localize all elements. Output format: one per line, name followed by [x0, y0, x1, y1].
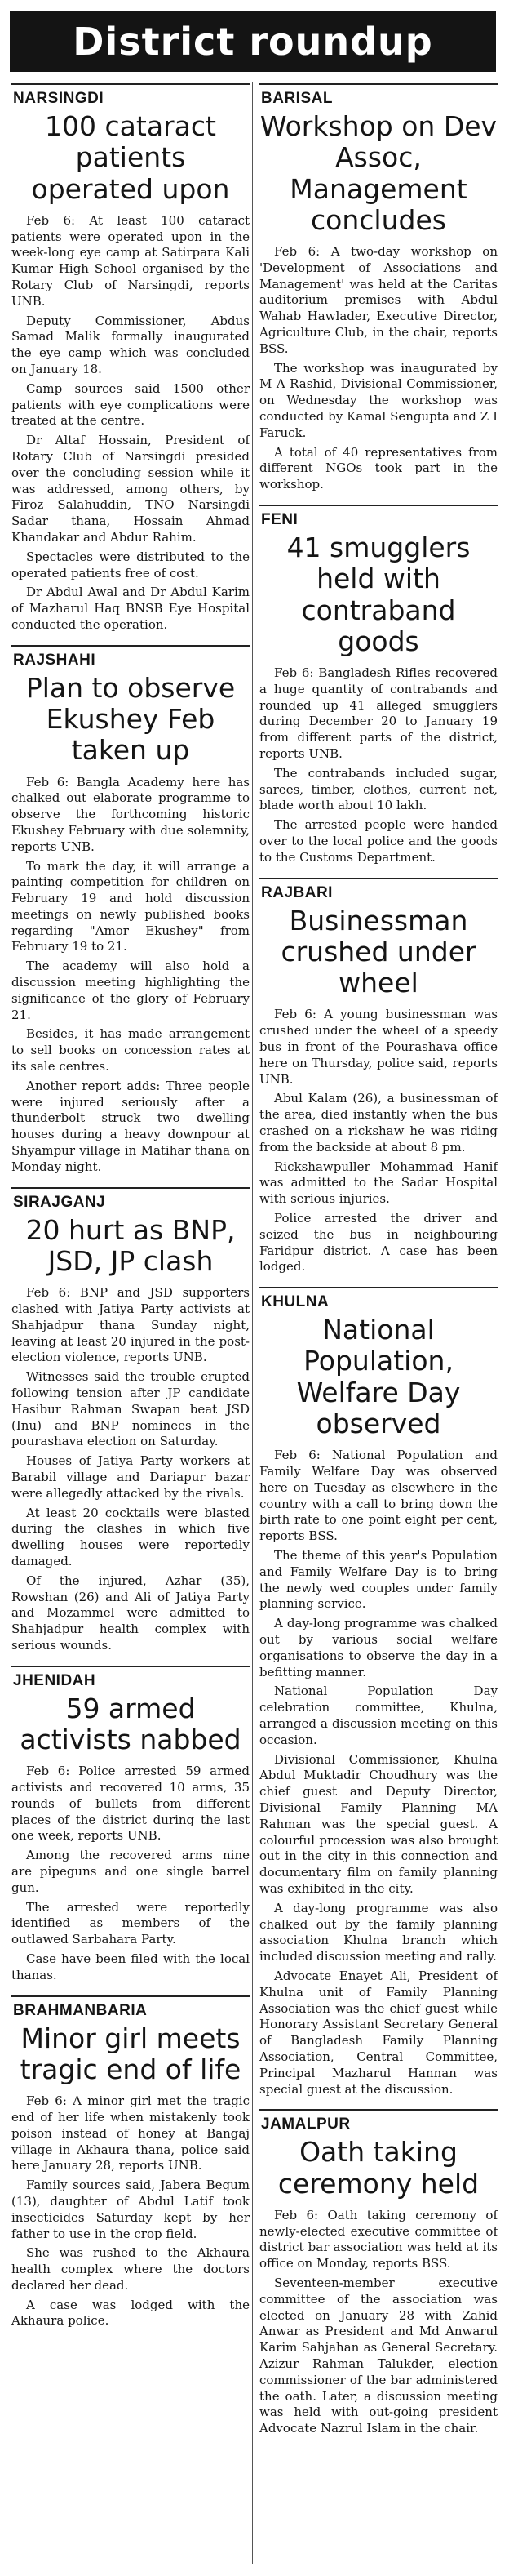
story-headline: Businessman crushed under wheel: [281, 904, 476, 999]
story-paragraph: Rickshawpuller Mohammad Hanif was admitted to the Sadar Hospital with serious injuries.: [259, 1159, 498, 1207]
story-headline: 20 hurt as BNP, JSD, JP clash: [25, 1213, 236, 1277]
story-paragraph: Feb 6: Police arrested 59 armed activists and recovered 10 arms, 35 rounds of bullets from different places of the district during the last one week, reports UNB.: [11, 1764, 250, 1844]
story-paragraph: The contrabands included sugar, sarees, timber, clothes, current net, blade worth about 10 lakh.: [259, 765, 498, 813]
story-headline: 59 armed activists nabbed: [20, 1692, 241, 1755]
story-dateline: FENI: [261, 511, 299, 529]
masthead-title: District roundup: [10, 11, 496, 72]
story-paragraph: A case was lodged with the Akhaura police.: [11, 2297, 250, 2329]
story-paragraph: Dr Abdul Awal and Dr Abdul Karim of Mazharul Haq BNSB Eye Hospital conducted the operation.: [11, 585, 250, 632]
story-paragraph: Feb 6: A young businessman was crushed under the wheel of a speedy bus in front of the Pourashava office here on Thursday, police said, reports UNB.: [259, 1007, 498, 1087]
story-paragraph: Divisional Commissioner, Khulna Abdul Muktadir Choudhury was the chief guest and Deputy Director, Divisional Family Planning MA Rahman was the special guest. A colourful procession was also brought out in the city in this connection and documentary film on family planning was exhibited in the city.: [259, 1751, 498, 1896]
news-story: [11, 1666, 250, 1984]
column-divider: [252, 82, 253, 2564]
story-paragraph: At least 20 cocktails were blasted during the clashes in which five dwelling houses were reportedly damaged.: [11, 1505, 250, 1568]
story-dateline: KHULNA: [261, 1293, 330, 1311]
right-column: [259, 83, 498, 2449]
story-paragraph: Seventeen-member executive committee of the association was elected on January 28 with Zahid Anwar as President and Md Anwarul Karim Sahjahan as General Secretary. Azizur Rahman Talukder, election commissioner of the bar administered the oath. Later, a discussion meeting was held with out-going president Advocate Nazrul Islam in the chair.: [259, 2276, 498, 2436]
news-story: [11, 1187, 250, 1654]
story-paragraph: Family sources said, Jabera Begum (13), daughter of Abdul Latif took insecticides Saturday kept by her father to use in the crop field.: [11, 2178, 250, 2241]
story-dateline: RAJSHAHI: [13, 651, 96, 669]
story-paragraph: Feb 6: National Population and Family Welfare Day was observed here on Tuesday as elsewhere in the country with a call to bring down the birth rate to one point eight per cent, reports BSS.: [259, 1448, 498, 1544]
news-story: [259, 1287, 498, 2098]
story-paragraph: Spectacles were distributed to the operated patients free of cost.: [11, 549, 250, 581]
story-paragraph: Case have been filed with the local thanas.: [11, 1951, 250, 1982]
story-dateline: BARISAL: [261, 90, 333, 107]
news-story: [259, 83, 498, 493]
story-paragraph: Among the recovered arms nine are pipeguns and one single barrel gun.: [11, 1848, 250, 1895]
story-dateline: SIRAJGANJ: [13, 1193, 106, 1211]
story-paragraph: Feb 6: Bangladesh Rifles recovered a huge quantity of contrabands and rounded up 41 alleged smugglers during December 20 to January 19 from different parts of the district, reports UNB.: [259, 665, 498, 762]
story-headline: Oath taking ceremony held: [277, 2136, 480, 2200]
story-paragraph: The workshop was inaugurated by M A Rashid, Divisional Commissioner, on Wednesday the workshop was conducted by Kamal Sengupta and Z I Faruck.: [259, 360, 498, 440]
news-story: [11, 1995, 250, 2330]
story-dateline: JHENIDAH: [13, 1671, 96, 1689]
story-paragraph: Feb 6: Bangla Academy here has chalked out elaborate programme to observe the forthcoming historic Ekushey February with due solemnity, reports UNB.: [11, 774, 250, 854]
news-story: [259, 878, 498, 1276]
news-story: [11, 83, 250, 634]
story-paragraph: She was rushed to the Akhaura health complex where the doctors declared her dead.: [11, 2245, 250, 2293]
story-paragraph: Camp sources said 1500 other patients with eye complications were treated at the centre.: [11, 380, 250, 429]
story-paragraph: Police arrested the driver and seized the bus in neighbouring Faridpur district. A case has been lodged.: [259, 1211, 498, 1275]
story-headline: National Population, Welfare Day observed: [296, 1314, 461, 1439]
story-paragraph: Abul Kalam (26), a businessman of the area, died instantly when the bus crashed on a rickshaw he was riding from the backside at about 8 pm.: [259, 1091, 498, 1155]
news-story: [11, 645, 250, 1176]
story-paragraph: Feb 6: A minor girl met the tragic end of her life when mistakenly took poison instead of honey at Bangaj village in Akhaura thana, police said here January 28, reports UNB.: [11, 2093, 250, 2173]
story-headline: Plan to observe Ekushey Feb taken up: [25, 671, 236, 767]
story-paragraph: Another report adds: Three people were injured seriously after a thunderbolt struck two dwelling houses during a heavy downpour at Shyampur village in Matihar thana on Monday night.: [11, 1078, 250, 1174]
story-paragraph: Dr Altaf Hossain, President of Rotary Club of Narsingdi presided over the concluding session while it was addressed, among others, by Firoz Salahuddin, TNO Narsingdi Sadar thana, Hossain Ahmad Khandakar and Abdur Rahim.: [11, 433, 250, 545]
story-paragraph: The arrested people were handed over to the local police and the goods to the Customs Department.: [259, 817, 498, 865]
story-paragraph: A total of 40 representatives from different NGOs took part in the workshop.: [259, 444, 498, 492]
story-dateline: NARSINGDI: [13, 90, 104, 107]
story-paragraph: The theme of this year's Population and Family Welfare Day is to bring the newly wed couples under family planning service.: [259, 1548, 498, 1612]
story-paragraph: Houses of Jatiya Party workers at Barabil village and Dariapur bazar were allegedly attacked by the rivals.: [11, 1453, 250, 1501]
story-paragraph: The arrested were reportedly identified as members of the outlawed Sarbahara Party.: [11, 1899, 250, 1947]
story-paragraph: Witnesses said the trouble erupted following tension after JP candidate Hasibur Rahman Swapan beat JSD (Inu) and BNP nominees in the pourashava election on Saturday.: [11, 1369, 250, 1449]
story-paragraph: National Population Day celebration committee, Khulna, arranged a discussion meeting on this occasion.: [259, 1684, 498, 1747]
story-paragraph: A day-long programme was chalked out by various social welfare organisations to observe the day in a befitting manner.: [259, 1616, 498, 1680]
story-headline: Workshop on Dev Assoc, Management concludes: [259, 110, 498, 236]
story-dateline: RAJBARI: [261, 883, 333, 901]
story-dateline: JAMALPUR: [261, 2116, 351, 2133]
story-paragraph: Feb 6: BNP and JSD supporters clashed with Jatiya Party activists at Shahjadpur thana Sunday night, leaving at least 20 injured in the post-election violence, reports UNB.: [11, 1285, 250, 1365]
left-column: [11, 83, 250, 2341]
story-paragraph: Feb 6: At least 100 cataract patients were operated upon in the week-long eye camp at Satirpara Kali Kumar High School organised by the Rotary Club of Narsingdi, reports UNB.: [11, 212, 250, 309]
story-paragraph: The academy will also hold a discussion meeting highlighting the significance of the glory of February 21.: [11, 959, 250, 1022]
story-paragraph: Feb 6: Oath taking ceremony of newly-elected executive committee of district bar association was held at its office on Monday, reports BSS.: [259, 2207, 498, 2271]
story-paragraph: Advocate Enayet Ali, President of Khulna unit of Family Planning Association was the chief guest while Honorary Assistant Secretary General of Bangladesh Family Planning Association, Central Committee, Principal Mazharul Hannan was special guest at the discussion.: [259, 1968, 498, 2097]
story-paragraph: Deputy Commissioner, Abdus Samad Malik formally inaugurated the eye camp which was concluded on January 18.: [11, 313, 250, 376]
news-story: [259, 505, 498, 866]
story-paragraph: A day-long programme was also chalked out by the family planning association Khulna branch which included discussion meeting and rally.: [259, 1900, 498, 1964]
story-headline: 100 cataract patients operated upon: [31, 110, 230, 205]
news-story: [259, 2109, 498, 2437]
story-paragraph: To mark the day, it will arrange a painting competition for children on February 19 and hold discussion meetings on newly published books regarding "Amor Ekushey" from February 19 to 21.: [11, 858, 250, 954]
story-paragraph: Besides, it has made arrangement to sell books on concession rates at its sale centres.: [11, 1026, 250, 1074]
story-headline: Minor girl meets tragic end of life: [20, 2022, 241, 2085]
story-headline: 41 smugglers held with contraband goods: [286, 532, 471, 657]
story-paragraph: Feb 6: A two-day workshop on 'Development of Associations and Management' was held at the Caritas auditorium premises with Abdul Wahab Hawlader, Executive Director, Agriculture Club, in the chair, reports BSS.: [259, 244, 498, 356]
story-paragraph: Of the injured, Azhar (35), Rowshan (26) and Ali of Jatiya Party and Mozammel were admitted to Shahjadpur health complex with serious wounds.: [11, 1573, 250, 1653]
story-dateline: BRAHMANBARIA: [13, 2001, 148, 2019]
